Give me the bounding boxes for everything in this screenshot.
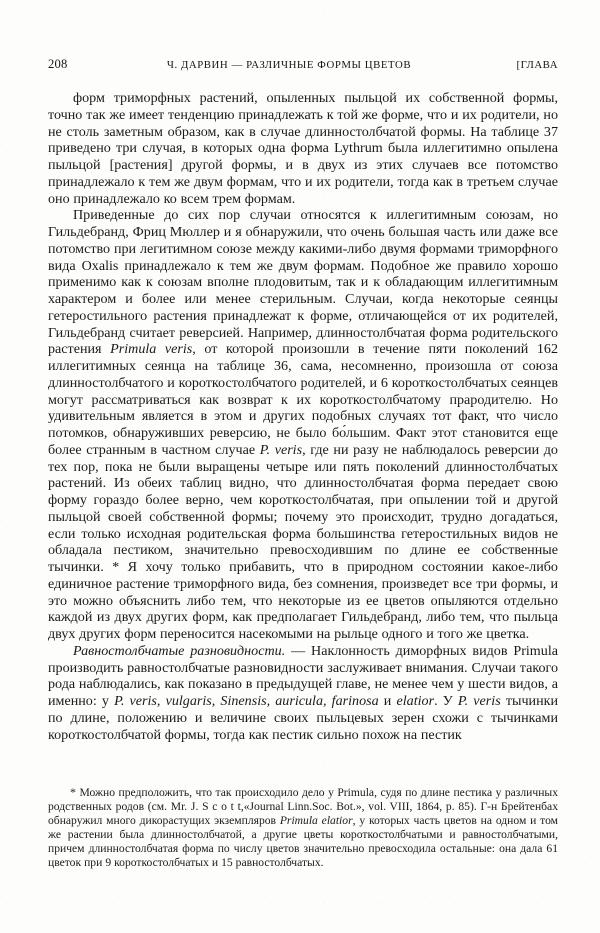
- paragraph-3: Равностолбчатые разновидности. — Наклонность диморфных видов Primula производить равностолбчатые разновидности заслуживает внимания. Случаи такого рода наблюдались, как показано в предыдущей главе, не менее чем у шести видов, а именно: у P. veris, vulgaris, Sinensis, auricula, farinosa и elatior. У P. veris тычинки по длине, положению и величине своих пыльцевых зерен схожи с тычинками короткостолбчатой формы, тогда как пестик сильно похож на пестик: [48, 642, 559, 743]
- count-short-styled: 9: [105, 855, 112, 869]
- citation-author: Mr. J. S c o t t: [170, 799, 241, 813]
- running-head: [48, 57, 558, 73]
- paragraph-1-text: форм триморфных растений, опыленных пыльцой их собственной формы, точно так же имеет тенденцию принадлежать к той же форме, что и их родители, но не столь заметным образом, как в случае длинностолбчатой формы. На таблице 37 приведено три случая, в которых одна форма Lythrum была иллегитимно опылена пыльцой [растения] другой формы, и в двух из этих случаев все потомство принадлежало к тем же двум формам, что и их родители, тогда как в третьем случае оно принадлежало ко всем трем формам.: [48, 90, 558, 207]
- running-title: Ч. ДАРВИН — РАЗЛИЧНЫЕ ФОРМЫ ЦВЕТОВ: [166, 59, 412, 71]
- page-number: 208: [48, 57, 68, 71]
- paragraph-2: Приведенные до сих пор случаи относятся к иллегитимным союзам, но Гильдебранд, Фриц Мюллер и я обнаружили, что очень большая часть или даже все потомство при легитимном союзе между какими-либо двумя формами триморфного вида Oxalis принадлежало к тем же двум формам. Подобное же правило хорошо применимо как к союзам вполне плодовитым, так и к обладающим иллегитимным характером и более или менее стерильным. Случаи, когда некоторые сеянцы гетеростильного растения принадлежат к форме, отличающейся от их родителей, Гильдебранд считает реверсией. Например, длинностолбчатая форма родительского растения Primula veris, от которой произошли в течение пяти поколений 162 иллегитимных сеянца на таблице 36, сама, несомненно, произошла от союза длинностолбчатого и короткостолбчатого родителей, и 6 короткостолбчатых сеянцев могут рассматриваться как возврат к их короткостолбчатому прародителю. Но удивительным является в этом и других подобных случаях тот факт, что число потомков, обнаруживших реверсию, не было бо́льшим. Факт этот становится еще более странным в частном случае P. veris, где ни разу не наблюдалось реверсии до тех пор, пока не были выращены четыре или пять поколений длинностолбчатых растений. Из обеих таблиц видно, что длинностолбчатая форма передает свою форму гораздо более верно, чем короткостолбчатая, при опылении той и другой пыльцой своей собственной формы; почему это происходит, трудно догадаться, если только исходная родительская форма большинства гетеростильных видов не обладала пестиком, значительно превосходившим по длине ее собственные тычинки. * Я хочу только прибавить, что в природном состоянии какое-либо единичное растение триморфного вида, без сомнения, произведет все три формы, и это можно объяснить либо тем, что некоторые из ее цветов опыляются отдельно каждой из двух других форм, как предполагает Гильдебранд, либо тем, что пыльца двух других форм переносится насекомыми на рыльце одного и того же цветка.: [48, 207, 558, 642]
- footnote-reference-mark: *: [112, 559, 120, 575]
- footnote-block: [48, 786, 558, 869]
- species-list-italic: P. veris, vulgaris, Sinensis, auricula, farinosa: [114, 693, 379, 709]
- count-long-styled: 61: [546, 841, 558, 855]
- footnote-marker: *: [70, 785, 76, 799]
- run-in-heading: Равностолбчатые разновидности.: [73, 642, 286, 659]
- species-name-p-veris-2: P. veris: [457, 693, 501, 709]
- species-name-elatior: elatior: [396, 693, 435, 709]
- citation-journal: «Journal Linn.Soc. Bot.»: [243, 799, 362, 813]
- citation-volume: vol. VIII, 1864, p. 85: [368, 799, 470, 813]
- footnote-1: * Можно предположить, что так происходило дело у Primula, судя по длине пестика у различных родственных родов (см. Mr. J. S c o t t,«Journal Linn.Soc. Bot.», vol. VIII, 1864, p. 85). Г-н Брейтенбах обнаружил много дикорастущих экземпляров Primula elatior, у которых часть цветов на одном и том же растении была длинностолбчатой, а другие цветы короткостолбчатыми и равностолбчатыми, причем длинностолбчатая форма по числу цветов значительно превосходила остальные: она дала 61 цветок при 9 короткостолбчатых и 15 равностолбчатых.: [48, 785, 558, 869]
- running-chapter-label: [ГЛАВА: [516, 59, 558, 71]
- page-content-area: [48, 0, 558, 933]
- body-text-block: [48, 90, 558, 743]
- species-name-p-veris-1: P. veris: [259, 441, 303, 458]
- species-name-primula-elatior: Primula elatior: [279, 813, 353, 827]
- paragraph-1: [48, 90, 558, 207]
- species-name-primula-veris: Primula veris: [110, 341, 193, 358]
- count-equal-styled: 15: [221, 855, 233, 869]
